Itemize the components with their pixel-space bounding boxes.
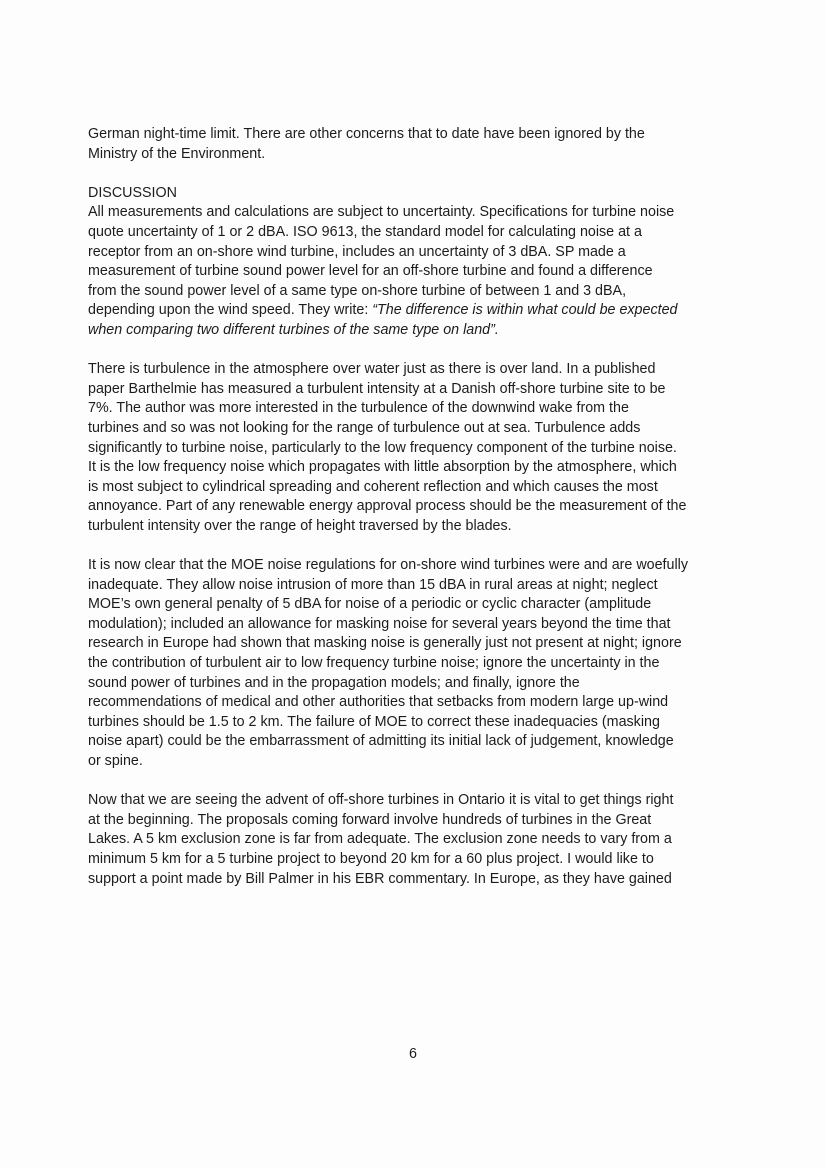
text-line xyxy=(88,321,744,341)
text-line: or spine. xyxy=(88,753,143,769)
text-line xyxy=(88,301,744,321)
text-line: turbines should be 1.5 to 2 km. The failure of MOE to correct these inadequacies (masking xyxy=(88,713,660,730)
text-line: from the sound power level of a same type on-shore turbine of between 1 and 3 dBA, xyxy=(88,282,627,299)
turbulence-paragraph xyxy=(88,360,744,536)
text-line: sound power of turbines and in the propagation models; and finally, ignore the xyxy=(88,674,580,691)
text-segment: depending upon the wind speed. They write: xyxy=(88,302,373,319)
text-line: All measurements and calculations are subject to uncertainty. Specifications for turbine noise xyxy=(88,204,675,221)
text-line: at the beginning. The proposals coming forward involve hundreds of turbines in the Great xyxy=(88,811,652,828)
text-line: significantly to turbine noise, particularly to the low frequency component of the turbine noise. xyxy=(88,439,677,456)
quote-text: when comparing two different turbines of the same type on land”. xyxy=(88,321,499,338)
page-body xyxy=(88,125,744,909)
quote-text: “The difference is within what could be expected xyxy=(372,302,678,319)
uncertainty-paragraph xyxy=(88,203,744,340)
text-line: measurement of turbine sound power level for an off-shore turbine and found a difference xyxy=(88,263,653,280)
text-line: turbines and so was not looking for the range of turbulence out at sea. Turbulence adds xyxy=(88,419,641,436)
text-line: inadequate. They allow noise intrusion of more than 15 dBA in rural areas at night; neglect xyxy=(88,576,658,593)
text-line: Ministry of the Environment. xyxy=(88,145,266,162)
text-line: is most subject to cylindrical spreading and coherent reflection and which causes the most xyxy=(88,478,658,495)
regulations-paragraph xyxy=(88,556,744,772)
text-line: annoyance. Part of any renewable energy approval process should be the measurement of the xyxy=(88,498,687,515)
text-line: minimum 5 km for a 5 turbine project to beyond 20 km for a 60 plus project. I would like to xyxy=(88,850,654,867)
text-line: German night-time limit. There are other concerns that to date have been ignored by the xyxy=(88,126,645,142)
text-line: quote uncertainty of 1 or 2 dBA. ISO 9613, the standard model for calculating noise at a xyxy=(88,223,642,240)
text-line: paper Barthelmie has measured a turbulent intensity at a Danish off-shore turbine site to be xyxy=(88,380,666,397)
text-line: noise apart) could be the embarrassment of admitting its initial lack of judgement, knowledge xyxy=(88,733,674,750)
text-line: 7%. The author was more interested in the turbulence of the downwind wake from the xyxy=(88,400,629,417)
text-line: MOE’s own general penalty of 5 dBA for noise of a periodic or cyclic character (amplitude xyxy=(88,596,652,613)
text-line: support a point made by Bill Palmer in his EBR commentary. In Europe, as they have gained xyxy=(88,870,672,887)
discussion-heading: DISCUSSION xyxy=(88,184,177,201)
text-line: the contribution of turbulent air to low frequency turbine noise; ignore the uncertainty in the xyxy=(88,655,660,672)
text-line: research in Europe had shown that masking noise is generally just not present at night; ignore xyxy=(88,635,682,652)
text-line: modulation); included an allowance for masking noise for several years beyond the time that xyxy=(88,615,671,632)
offshore-paragraph xyxy=(88,791,744,889)
text-line: It is now clear that the MOE noise regulations for on-shore wind turbines were and are woefully xyxy=(88,557,688,574)
text-line: recommendations of medical and other authorities that setbacks from modern large up-wind xyxy=(88,694,669,711)
intro-paragraph xyxy=(88,125,744,164)
text-line: Lakes. A 5 km exclusion zone is far from adequate. The exclusion zone needs to vary from a xyxy=(88,831,672,848)
text-line: Now that we are seeing the advent of off-shore turbines in Ontario it is vital to get things right xyxy=(88,792,674,809)
text-line: It is the low frequency noise which propagates with little absorption by the atmosphere, which xyxy=(88,459,677,476)
text-line: receptor from an on-shore wind turbine, includes an uncertainty of 3 dBA. SP made a xyxy=(88,243,626,260)
text-line: There is turbulence in the atmosphere over water just as there is over land. In a published xyxy=(88,361,656,378)
page-number: 6 xyxy=(409,1046,417,1062)
text-line: turbulent intensity over the range of height traversed by the blades. xyxy=(88,517,512,534)
